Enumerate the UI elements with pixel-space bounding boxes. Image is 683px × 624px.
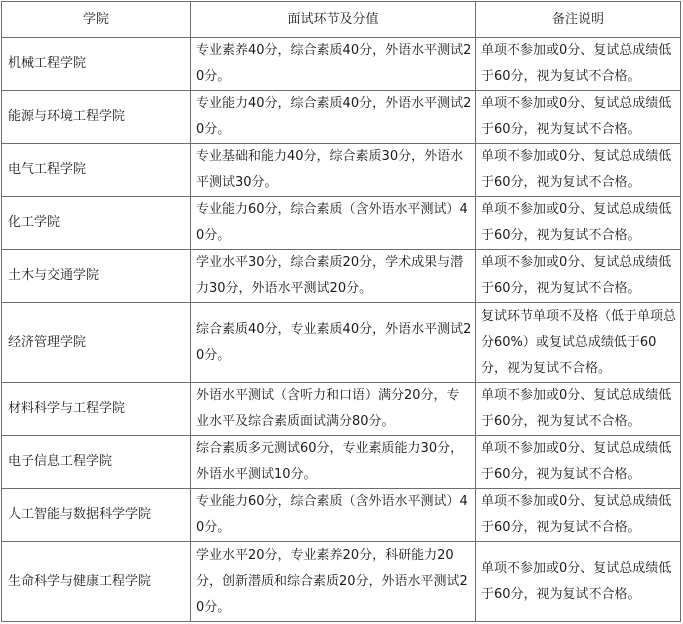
score-cell: 外语水平测试（含听力和口语）满分20分，专业水平及综合素质面试满分80分。 bbox=[191, 383, 476, 436]
note-cell: 单项不参加或0分、复试总成绩低于60分，视为复试不合格。 bbox=[476, 542, 681, 622]
table-row bbox=[2, 436, 681, 489]
note-cell: 单项不参加或0分、复试总成绩低于60分，视为复试不合格。 bbox=[476, 91, 681, 144]
college-cell: 生命科学与健康工程学院 bbox=[2, 542, 191, 622]
table-row bbox=[2, 91, 681, 144]
score-cell: 专业能力60分，综合素质（含外语水平测试）40分。 bbox=[191, 197, 476, 250]
score-cell: 专业基础和能力40分，综合素质30分，外语水平测试30分。 bbox=[191, 144, 476, 197]
table-row bbox=[2, 250, 681, 303]
college-cell: 能源与环境工程学院 bbox=[2, 91, 191, 144]
table-row bbox=[2, 38, 681, 91]
table-row bbox=[2, 197, 681, 250]
college-cell: 材料科学与工程学院 bbox=[2, 383, 191, 436]
college-cell: 经济管理学院 bbox=[2, 303, 191, 383]
score-cell: 专业能力60分，综合素质（含外语水平测试）40分。 bbox=[191, 489, 476, 542]
table-row bbox=[2, 542, 681, 622]
score-cell: 综合素质多元测试60分，专业素质能力30分，外语水平测试10分。 bbox=[191, 436, 476, 489]
table-header-row bbox=[2, 2, 681, 38]
score-cell: 专业能力40分，综合素质40分，外语水平测试20分。 bbox=[191, 91, 476, 144]
score-cell: 专业素养40分，综合素质40分，外语水平测试20分。 bbox=[191, 38, 476, 91]
interview-score-table bbox=[1, 1, 681, 622]
table-row bbox=[2, 489, 681, 542]
note-cell: 复试环节单项不及格（低于单项总分60%）或复试总成绩低于60分，视为复试不合格。 bbox=[476, 303, 681, 383]
score-cell: 学业水平20分，专业素养20分，科研能力20分，创新潜质和综合素质20分，外语水平测试20分。 bbox=[191, 542, 476, 622]
note-cell: 单项不参加或0分、复试总成绩低于60分，视为复试不合格。 bbox=[476, 250, 681, 303]
college-cell: 土木与交通学院 bbox=[2, 250, 191, 303]
college-cell: 电气工程学院 bbox=[2, 144, 191, 197]
note-cell: 单项不参加或0分、复试总成绩低于60分，视为复试不合格。 bbox=[476, 38, 681, 91]
score-cell: 综合素质40分，专业素质40分，外语水平测试20分。 bbox=[191, 303, 476, 383]
header-college: 学院 bbox=[2, 2, 191, 38]
header-interview-score: 面试环节及分值 bbox=[191, 2, 476, 38]
college-cell: 机械工程学院 bbox=[2, 38, 191, 91]
note-cell: 单项不参加或0分、复试总成绩低于60分，视为复试不合格。 bbox=[476, 489, 681, 542]
header-remarks: 备注说明 bbox=[476, 2, 681, 38]
college-cell: 电子信息工程学院 bbox=[2, 436, 191, 489]
note-cell: 单项不参加或0分、复试总成绩低于60分，视为复试不合格。 bbox=[476, 436, 681, 489]
table-row bbox=[2, 383, 681, 436]
note-cell: 单项不参加或0分、复试总成绩低于60分，视为复试不合格。 bbox=[476, 197, 681, 250]
note-cell: 单项不参加或0分、复试总成绩低于60分，视为复试不合格。 bbox=[476, 144, 681, 197]
table-row bbox=[2, 144, 681, 197]
note-cell: 单项不参加或0分、复试总成绩低于60分，视为复试不合格。 bbox=[476, 383, 681, 436]
table-row bbox=[2, 303, 681, 383]
college-cell: 人工智能与数据科学学院 bbox=[2, 489, 191, 542]
college-cell: 化工学院 bbox=[2, 197, 191, 250]
score-cell: 学业水平30分，综合素质20分，学术成果与潜力30分，外语水平测试20分。 bbox=[191, 250, 476, 303]
